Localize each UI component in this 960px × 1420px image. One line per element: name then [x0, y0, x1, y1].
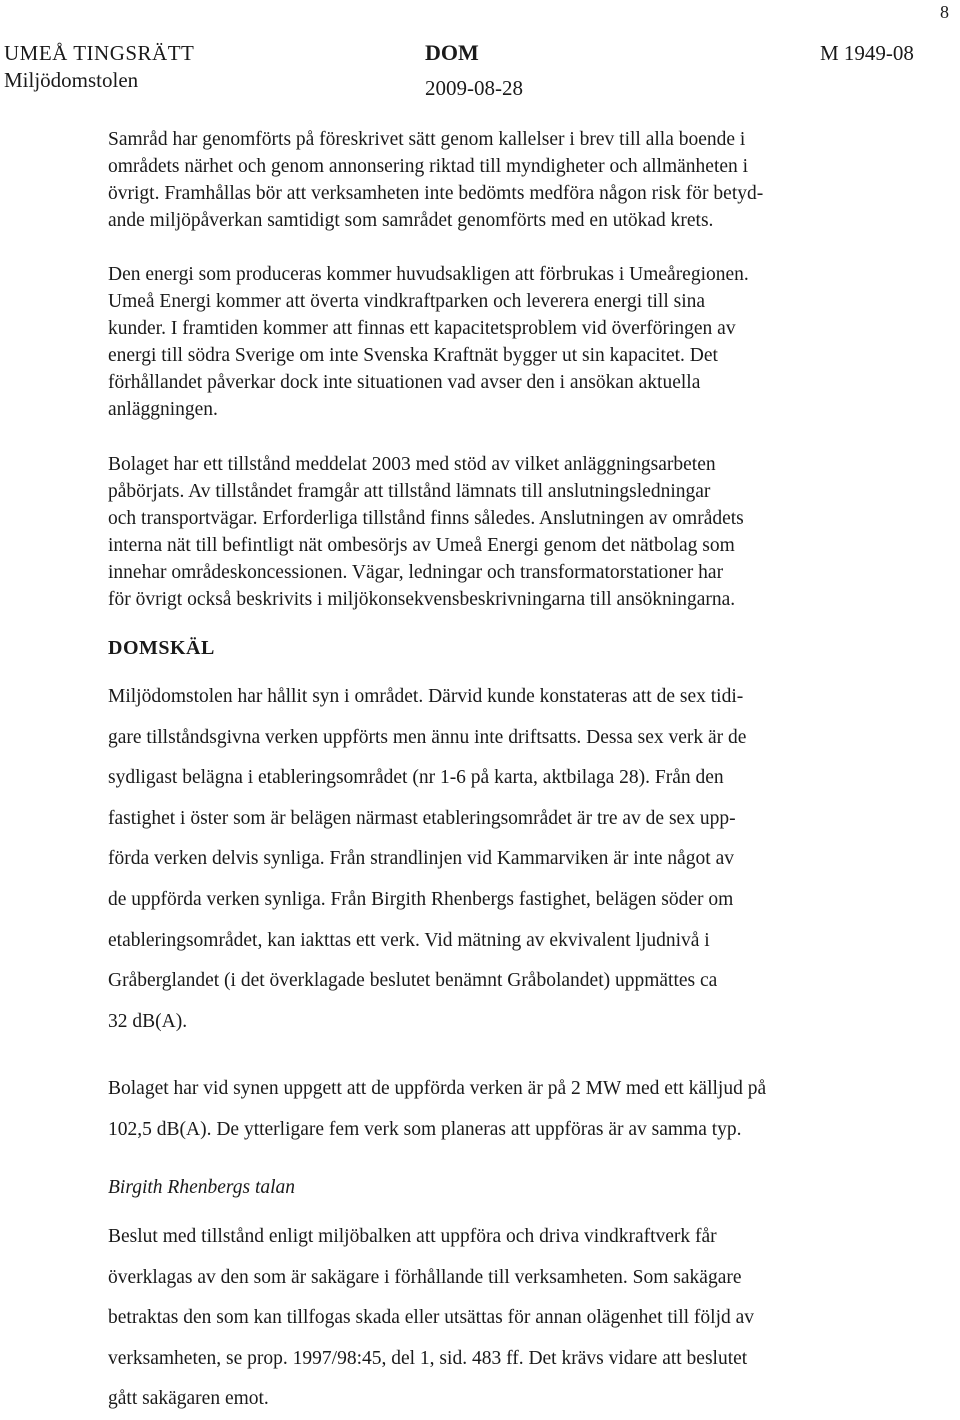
text-line: för övrigt också beskrivits i miljökonsekvensbeskrivningarna till ansökningarna.: [108, 589, 736, 610]
text-line: Den energi som produceras kommer huvudsakligen att förbrukas i Umeåregionen.: [108, 264, 749, 285]
text-line: Beslut med tillstånd enligt miljöbalken att uppföra och driva vindkraftverk får: [108, 1226, 717, 1247]
text-line: gare tillståndsgivna verken uppförts men ännu inte driftsatts. Dessa sex verk är de: [108, 726, 747, 748]
document-type: DOM: [425, 40, 479, 65]
text-line: överklagas av den som är sakägare i förhållande till verksamheten. Som sakägare: [108, 1266, 742, 1288]
text-line: ande miljöpåverkan samtidigt som samrådet genomförts med en utökad krets.: [108, 210, 714, 231]
paragraph-energy: [108, 261, 749, 423]
text-line: fastighet i öster som är belägen närmast etableringsområdet är tre av de sex upp-: [108, 807, 736, 829]
text-line: områdets närhet och genom annonsering riktad till myndigheter och allmänheten i: [108, 156, 749, 177]
text-line: betraktas den som kan tillfogas skada eller utsättas för annan olägenhet till följd av: [108, 1307, 755, 1328]
text-line: Samråd har genomförts på föreskrivet sätt genom kallelser i brev till alla boende i: [108, 129, 746, 150]
text-line: Gråberglandet (i det överklagade beslutet benämnt Gråbolandet) uppmättes ca: [108, 970, 718, 992]
text-line: förda verken delvis synliga. Från strandlinjen vid Kammarviken är inte något av: [108, 848, 734, 870]
document-date: 2009-08-28: [425, 76, 523, 100]
page-number: 8: [940, 2, 949, 22]
text-line: energi till södra Sverige om inte Svenska Kraftnät bygger ut sin kapacitet. Det: [108, 345, 718, 366]
court-name: UMEÅ TINGSRÄTT: [4, 41, 195, 65]
text-line: anläggningen.: [108, 399, 218, 420]
text-line: förhållandet påverkar dock inte situationen vad avser den i ansökan aktuella: [108, 372, 701, 393]
case-number: M 1949-08: [820, 41, 914, 65]
paragraph-turbine-specs: [108, 1069, 766, 1150]
text-line: sydligast belägna i etableringsområdet (nr 1-6 på karta, aktbilaga 28). Från den: [108, 767, 724, 789]
text-line: de uppförda verken synliga. Från Birgith Rhenbergs fastighet, belägen söder om: [108, 888, 734, 910]
sub-heading: Birgith Rhenbergs talan: [108, 1177, 296, 1198]
paragraph-standing: [108, 1217, 754, 1420]
text-line: etableringsområdet, kan iakttas ett verk. Vid mätning av ekvivalent ljudnivå i: [108, 929, 710, 951]
paragraph-consultation: [108, 126, 763, 234]
text-line: kunder. I framtiden kommer att finnas ett kapacitetsproblem vid överföringen av: [108, 318, 736, 339]
text-line: påbörjats. Av tillståndet framgår att tillstånd lämnats till anslutningsledningar: [108, 481, 711, 502]
paragraph-inspection: [108, 677, 746, 1042]
text-line: gått sakägaren emot.: [108, 1388, 269, 1409]
text-line: Miljödomstolen har hållit syn i området. Därvid kunde konstateras att de sex tidi-: [108, 686, 744, 707]
text-line: och transportvägar. Erforderliga tillstånd finns således. Anslutningen av områdets: [108, 508, 744, 529]
paragraph-permit: [108, 451, 744, 613]
text-line: 32 dB(A).: [108, 1010, 188, 1032]
text-line: Bolaget har vid synen uppgett att de uppförda verken är på 2 MW med ett källjud på: [108, 1078, 767, 1099]
text-line: innehar områdeskoncessionen. Vägar, ledningar och transformatorstationer har: [108, 562, 724, 583]
text-line: 102,5 dB(A). De ytterligare fem verk som planeras att uppföras är av samma typ.: [108, 1118, 742, 1140]
text-line: verksamheten, se prop. 1997/98:45, del 1, sid. 483 ff. Det krävs vidare att beslutet: [108, 1347, 748, 1369]
text-line: interna nät till befintligt nät ombesörjs av Umeå Energi genom det nätbolag som: [108, 535, 735, 556]
text-line: Bolaget har ett tillstånd meddelat 2003 med stöd av vilket anläggningsarbeten: [108, 454, 716, 475]
court-division: Miljödomstolen: [4, 68, 139, 92]
text-line: Umeå Energi kommer att överta vindkraftparken och leverera energi till sina: [108, 291, 706, 312]
text-line: övrigt. Framhållas bör att verksamheten inte bedömts medföra någon risk för betyd-: [108, 183, 764, 204]
section-heading: DOMSKÄL: [108, 637, 215, 659]
